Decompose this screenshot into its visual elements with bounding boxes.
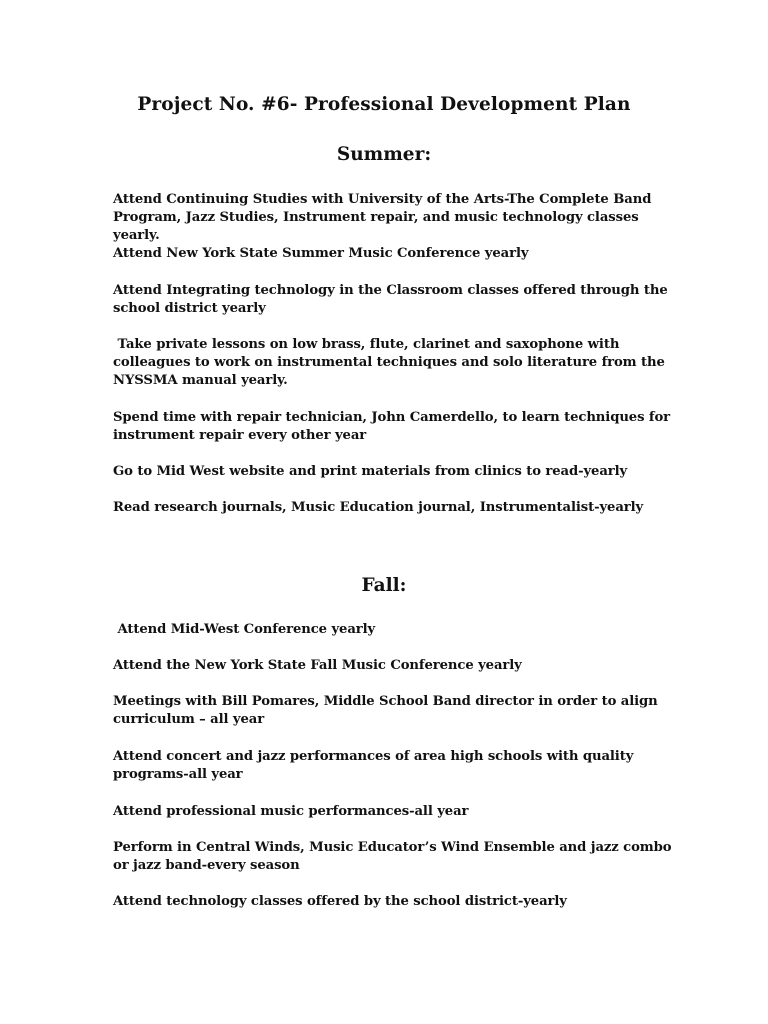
section-heading-fall: Fall: xyxy=(361,575,407,596)
fall-item-4: Attend concert and jazz performances of area high schools with quality programs-all year xyxy=(113,749,638,783)
fall-item-1: Attend Mid-West Conference yearly xyxy=(113,622,376,637)
summer-item-1: Attend Continuing Studies with University of the Arts-The Complete Band Program, Jazz Studies, Instrument repair, and music technology classes yearly. xyxy=(113,192,656,244)
summer-item-2: Attend New York State Summer Music Conference yearly xyxy=(113,246,529,261)
page-title: Project No. #6- Professional Development Plan xyxy=(137,94,631,115)
fall-item-6: Perform in Central Winds, Music Educator’s Wind Ensemble and jazz combo or jazz band-every season xyxy=(113,840,676,874)
fall-item-2: Attend the New York State Fall Music Conference yearly xyxy=(113,658,522,673)
summer-item-7: Read research journals, Music Education journal, Instrumentalist-yearly xyxy=(113,500,644,515)
summer-item-4: Take private lessons on low brass, flute, clarinet and saxophone with colleagues to work on instrumental techniques and solo literature from the NYSSMA manual yearly. xyxy=(113,337,670,389)
fall-item-5: Attend professional music performances-all year xyxy=(113,804,469,819)
summer-item-3: Attend Integrating technology in the Classroom classes offered through the school district yearly xyxy=(113,283,673,317)
summer-item-6: Go to Mid West website and print materials from clinics to read-yearly xyxy=(113,464,628,479)
fall-item-3: Meetings with Bill Pomares, Middle School Band director in order to align curriculum – all year xyxy=(113,694,663,728)
section-heading-summer: Summer: xyxy=(336,144,432,165)
fall-item-7: Attend technology classes offered by the school district-yearly xyxy=(113,894,567,909)
summer-item-5: Spend time with repair technician, John Camerdello, to learn techniques for instrument repair every other year xyxy=(113,410,675,444)
